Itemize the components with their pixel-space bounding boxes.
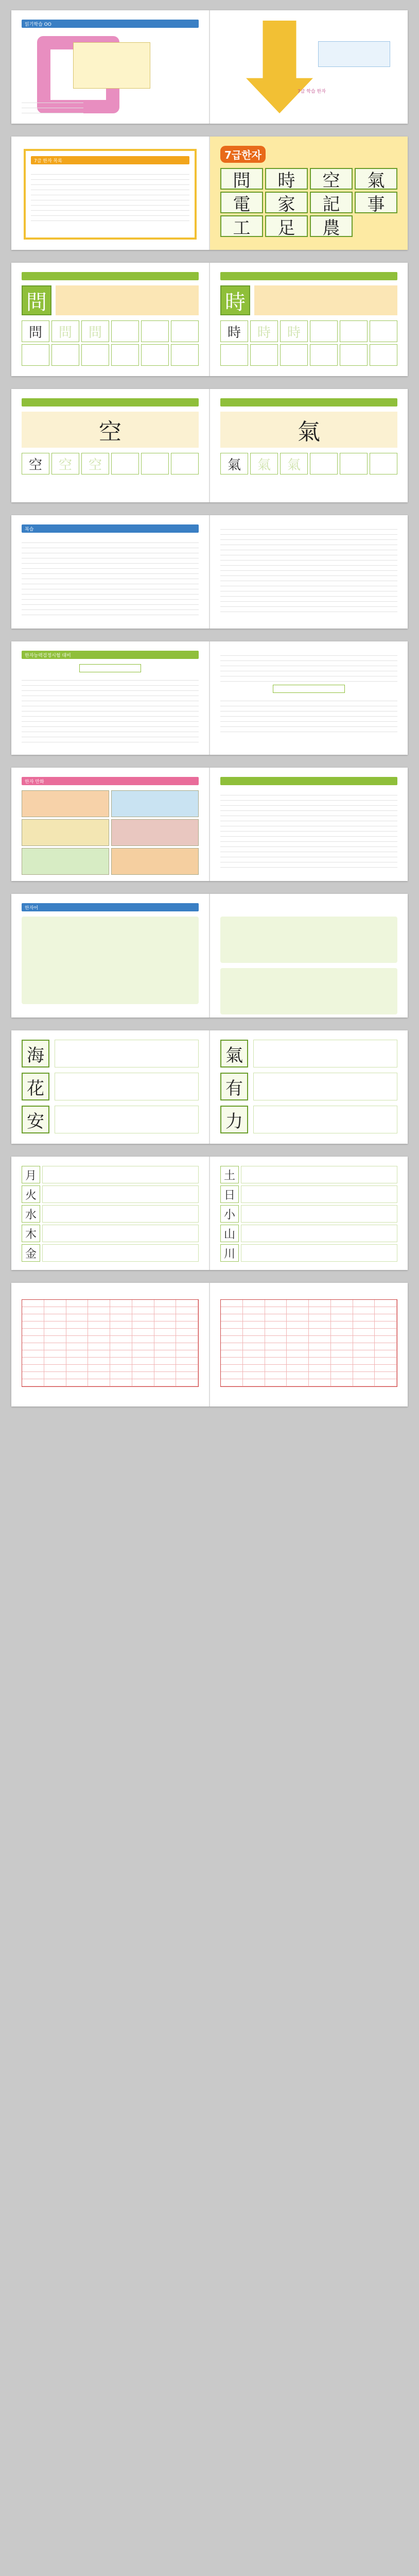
- comic-panel: [22, 819, 109, 846]
- char-rows: [22, 1040, 199, 1133]
- practice-cell[interactable]: [340, 320, 368, 342]
- practice-cell[interactable]: [310, 453, 338, 474]
- practice-cell[interactable]: [22, 344, 49, 366]
- note-text: [22, 98, 83, 113]
- spread-9: [11, 1030, 408, 1144]
- spread-2: [11, 137, 408, 250]
- practice-cell[interactable]: [280, 344, 308, 366]
- practice-strip[interactable]: [253, 1073, 397, 1100]
- char-column: [22, 1166, 199, 1262]
- tile: 家: [265, 192, 308, 213]
- kanji-list-header: 7급 한자 목록: [31, 156, 189, 164]
- practice-strip[interactable]: [253, 1040, 397, 1067]
- lesson-char: 氣: [298, 419, 320, 445]
- level-badge: [220, 146, 266, 163]
- spread-6: [11, 641, 408, 755]
- arrow-right-note: 7급 학습 한자: [298, 89, 326, 94]
- lesson-illustration: [254, 285, 397, 315]
- lesson-illustration: [22, 412, 199, 448]
- practice-cell: 空: [51, 453, 79, 474]
- exam-prep-header: 한자능력검정시험 대비: [22, 651, 199, 659]
- lesson-illustration: [220, 412, 397, 448]
- practice-strip[interactable]: [55, 1106, 199, 1133]
- practice-cell[interactable]: [171, 320, 199, 342]
- lesson-char: 時: [220, 285, 250, 315]
- comic-panel: [22, 848, 109, 875]
- practice-cell[interactable]: [141, 453, 169, 474]
- column-char: 土: [220, 1166, 239, 1183]
- practice-cell[interactable]: [81, 344, 109, 366]
- practice-strip[interactable]: [55, 1073, 199, 1100]
- lesson-char: 空: [99, 419, 121, 445]
- spread-4-left: [11, 389, 209, 502]
- column-char: 日: [220, 1185, 239, 1203]
- spread-7-left: [11, 768, 209, 881]
- comic-header: 한자 만화: [22, 777, 199, 785]
- practice-grid: [220, 453, 397, 474]
- level-title: 7급: [224, 149, 242, 161]
- kanji-list-lines: [31, 170, 189, 221]
- practice-strip[interactable]: [241, 1185, 397, 1203]
- spread-4-right: [210, 389, 408, 502]
- lesson-header: [22, 272, 199, 280]
- example-box: [79, 664, 141, 672]
- spread-5: [11, 515, 408, 629]
- practice-cell[interactable]: [370, 453, 397, 474]
- spread-5-left: [11, 515, 209, 629]
- review-lines: [220, 524, 397, 612]
- practice-strip[interactable]: [241, 1244, 397, 1262]
- comic-lines: [220, 790, 397, 868]
- practice-cell: 問: [81, 320, 109, 342]
- vocab-panel: [22, 917, 199, 1004]
- comic-panel: [111, 848, 199, 875]
- tile: 記: [310, 192, 353, 213]
- practice-strip[interactable]: [241, 1205, 397, 1223]
- column-char: 川: [220, 1244, 239, 1262]
- spread-6-left: [11, 641, 209, 755]
- practice-strip[interactable]: [42, 1205, 199, 1223]
- spread-3: [11, 263, 408, 376]
- spread-6-right: [210, 641, 408, 755]
- spread-9-left: [11, 1030, 209, 1144]
- column-char: 火: [22, 1185, 40, 1203]
- comic-panel: [22, 790, 109, 817]
- practice-cell[interactable]: [250, 344, 278, 366]
- exam-prep-lines: [22, 675, 199, 742]
- lesson-char: 問: [22, 285, 51, 315]
- kanji-list-frame: [24, 149, 197, 240]
- comic-panel: [111, 790, 199, 817]
- tile: 空: [310, 168, 353, 190]
- spread-10-left: [11, 1157, 209, 1270]
- practice-cell: 空: [22, 453, 49, 474]
- practice-strip[interactable]: [241, 1166, 397, 1183]
- lesson-header: [220, 398, 397, 406]
- practice-cell: 空: [81, 453, 109, 474]
- column-char: 金: [22, 1244, 40, 1262]
- comic-panel: [111, 819, 199, 846]
- tile: 氣: [355, 168, 397, 190]
- review-lines: [22, 538, 199, 615]
- practice-cell: 氣: [250, 453, 278, 474]
- exam-prep-lines: [220, 651, 397, 682]
- spread-2-left: [11, 137, 209, 250]
- spread-8-right: [210, 894, 408, 1018]
- practice-cell[interactable]: [141, 320, 169, 342]
- practice-cell[interactable]: [370, 320, 397, 342]
- practice-strip[interactable]: [42, 1166, 199, 1183]
- column-char: 小: [220, 1205, 239, 1223]
- practice-cell[interactable]: [51, 344, 79, 366]
- example-box: [273, 685, 345, 693]
- vocab-panel: [220, 917, 397, 963]
- practice-cell: 氣: [220, 453, 248, 474]
- practice-cell: 時: [220, 320, 248, 342]
- big-char: 海: [22, 1040, 49, 1067]
- spread-3-left: [11, 263, 209, 376]
- practice-cell[interactable]: [111, 453, 139, 474]
- big-char: 氣: [220, 1040, 248, 1067]
- practice-cell[interactable]: [370, 344, 397, 366]
- practice-strip[interactable]: [42, 1185, 199, 1203]
- practice-strip[interactable]: [241, 1225, 397, 1242]
- spread-4: [11, 389, 408, 502]
- practice-cell[interactable]: [340, 344, 368, 366]
- practice-cell: 氣: [280, 453, 308, 474]
- practice-cell[interactable]: [111, 344, 139, 366]
- spread-1: [11, 10, 408, 124]
- practice-cell[interactable]: [340, 453, 368, 474]
- spread-8: [11, 894, 408, 1018]
- practice-grid: [22, 453, 199, 474]
- column-char: 水: [22, 1205, 40, 1223]
- practice-cell: 時: [280, 320, 308, 342]
- tile: 時: [265, 168, 308, 190]
- right-note-box: [318, 41, 390, 67]
- spread-10-right: [210, 1157, 408, 1270]
- spread-11-right: [210, 1283, 408, 1406]
- practice-strip[interactable]: [55, 1040, 199, 1067]
- spread-9-right: [210, 1030, 408, 1144]
- practice-cell[interactable]: [310, 344, 338, 366]
- tile: 問: [220, 168, 263, 190]
- spread-11-left: [11, 1283, 209, 1406]
- practice-grid: [22, 320, 199, 366]
- sample-page-thumb: [73, 42, 150, 89]
- spread-7: [11, 768, 408, 881]
- answer-grid[interactable]: [22, 1299, 199, 1387]
- big-char: 力: [220, 1106, 248, 1133]
- column-char: 山: [220, 1225, 239, 1242]
- spread-5-right: [210, 515, 408, 629]
- spread-11: [11, 1283, 408, 1406]
- column-char: 月: [22, 1166, 40, 1183]
- spread-2-right: [210, 137, 408, 250]
- vocab-panel: [220, 968, 397, 1014]
- spread-7-right: [210, 768, 408, 881]
- big-char: 有: [220, 1073, 248, 1100]
- char-column: [220, 1166, 397, 1262]
- practice-grid: [220, 320, 397, 366]
- lesson-header: [220, 272, 397, 280]
- tile: 電: [220, 192, 263, 213]
- char-rows: [220, 1040, 397, 1133]
- big-char: 花: [22, 1073, 49, 1100]
- practice-cell[interactable]: [111, 320, 139, 342]
- practice-cell: 問: [51, 320, 79, 342]
- spread-1-right: [210, 10, 408, 124]
- lesson-header: [22, 398, 199, 406]
- practice-cell: 問: [22, 320, 49, 342]
- level-subtitle: 한자: [241, 149, 261, 161]
- spread-8-left: [11, 894, 209, 1018]
- spread-3-right: [210, 263, 408, 376]
- practice-cell[interactable]: [310, 320, 338, 342]
- lesson-header: [220, 777, 397, 785]
- exam-prep-lines: [220, 696, 397, 732]
- practice-strip[interactable]: [42, 1244, 199, 1262]
- spread-1-left-header: 읽기학습 OO: [22, 20, 199, 28]
- tile-grid: [220, 168, 397, 237]
- spread-10: [11, 1157, 408, 1270]
- practice-cell[interactable]: [220, 344, 248, 366]
- review-header: 복습: [22, 524, 199, 533]
- practice-strip[interactable]: [42, 1225, 199, 1242]
- tile: 工: [220, 215, 263, 237]
- tile: 農: [310, 215, 353, 237]
- practice-cell: 時: [250, 320, 278, 342]
- tile: 事: [355, 192, 397, 213]
- practice-cell[interactable]: [171, 344, 199, 366]
- practice-cell[interactable]: [141, 344, 169, 366]
- big-char: 安: [22, 1106, 49, 1133]
- lesson-illustration: [56, 285, 199, 315]
- answer-grid[interactable]: [220, 1299, 397, 1387]
- comic-panels: [22, 790, 199, 875]
- practice-cell[interactable]: [171, 453, 199, 474]
- column-char: 木: [22, 1225, 40, 1242]
- vocab-header: 한자어: [22, 903, 199, 911]
- spread-1-left: [11, 10, 209, 124]
- yellow-down-arrow-icon: [246, 21, 313, 113]
- tile: 足: [265, 215, 308, 237]
- practice-strip[interactable]: [253, 1106, 397, 1133]
